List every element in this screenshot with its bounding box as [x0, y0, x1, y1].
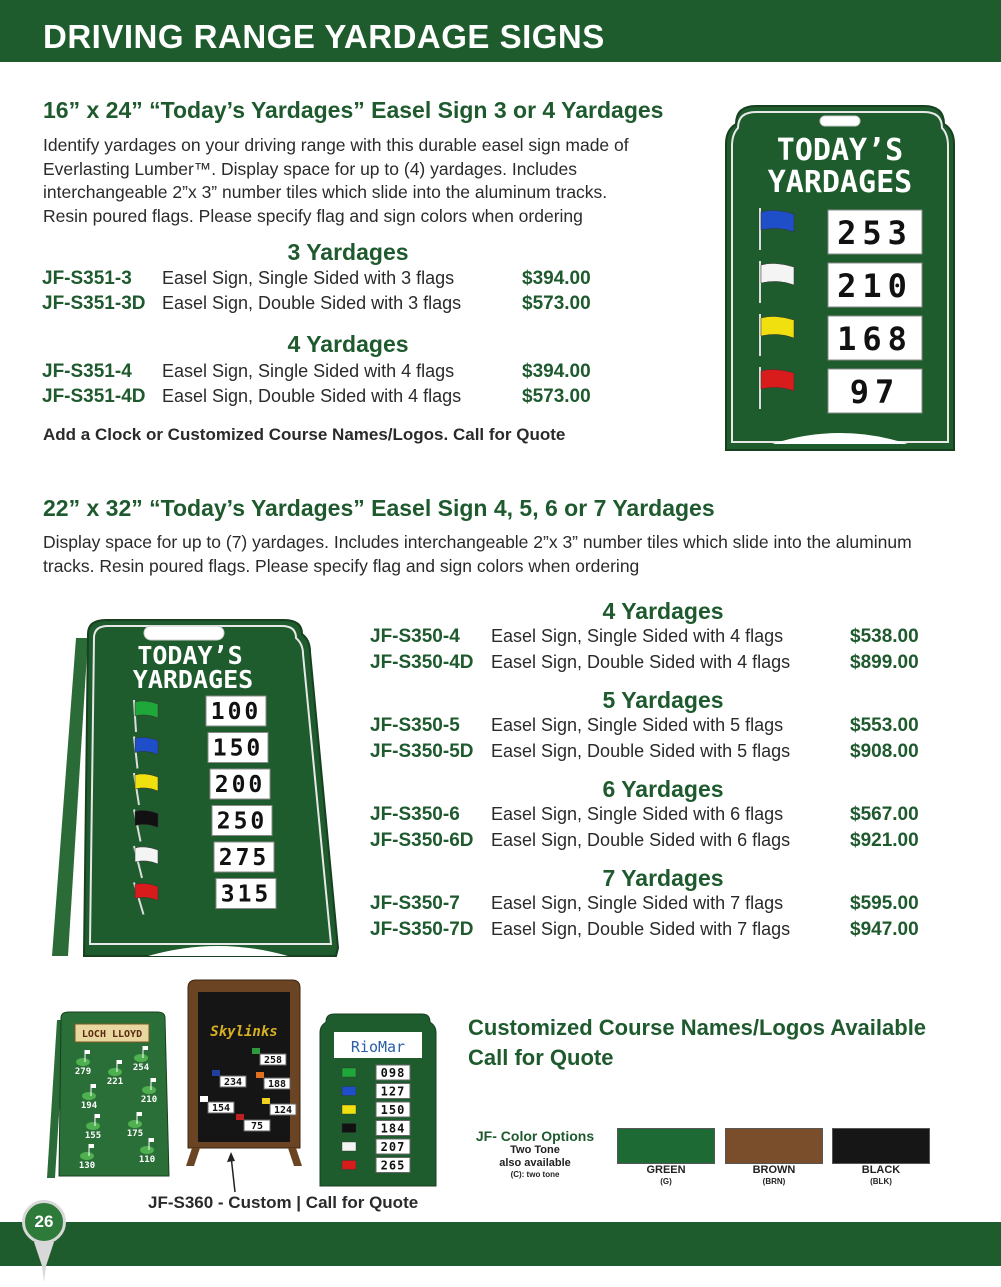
- yardage-value: 97: [849, 373, 901, 411]
- color-swatch-label: [725, 1165, 823, 1187]
- green-icon: [80, 1152, 94, 1160]
- product-description: Easel Sign, Single Sided with 3 flags: [162, 268, 455, 288]
- product-description: Easel Sign, Single Sided with 7 flags: [491, 893, 784, 913]
- green-icon: [134, 1054, 148, 1062]
- flag-icon: [200, 1096, 208, 1102]
- yardage-value: 127: [380, 1084, 406, 1099]
- green-icon: [142, 1086, 156, 1094]
- section2-group-title: 6 Yardages: [602, 776, 724, 802]
- swatch-code: (BRN): [762, 1177, 786, 1186]
- price: $595.00: [850, 893, 919, 914]
- yardage-value: 168: [837, 320, 913, 358]
- yardage-value: 200: [214, 772, 266, 798]
- product-description: Easel Sign, Double Sided with 4 flags: [162, 386, 462, 406]
- flag-icon: [342, 1161, 356, 1170]
- arrow-icon: [225, 1150, 245, 1194]
- sku: JF-S351-4: [42, 361, 132, 382]
- yardage-value: 188: [267, 1079, 287, 1090]
- price: $538.00: [850, 626, 919, 647]
- easel-sign-large-image: [48, 618, 340, 958]
- sku: JF-S350-5: [370, 715, 460, 736]
- yardage-value: 279: [74, 1067, 92, 1077]
- sku: JF-S350-6: [370, 804, 460, 825]
- yardage-value: 184: [380, 1121, 406, 1136]
- yardage-value: 254: [132, 1063, 150, 1073]
- yardage-value: 124: [273, 1105, 293, 1116]
- price: $947.00: [850, 919, 919, 940]
- yardage-value: 150: [212, 735, 264, 762]
- flag-icon: [143, 1046, 148, 1050]
- flag-icon: [342, 1142, 356, 1151]
- product-row: [370, 652, 930, 676]
- section1-group-title: 4 Yardages: [287, 331, 409, 357]
- sku: JF-S351-3: [42, 268, 132, 289]
- footer-bar: [0, 1222, 1001, 1266]
- sku: JF-S350-4D: [370, 652, 474, 673]
- yardage-value: 155: [84, 1131, 102, 1141]
- color-options-title: JF- Color Options: [475, 1128, 595, 1144]
- section1-group-title: 3 Yardages: [287, 239, 409, 265]
- color-options-label: [470, 1128, 600, 1179]
- yardage-value: 098: [380, 1066, 406, 1080]
- yardage-value: 194: [80, 1101, 98, 1111]
- yardage-value: 258: [263, 1055, 283, 1066]
- flag-icon: [262, 1098, 270, 1104]
- easel-sign-small-image: [722, 104, 958, 454]
- product-row: [370, 893, 930, 917]
- flag-icon: [342, 1087, 356, 1096]
- page-number: 26: [22, 1200, 66, 1244]
- section1-note: Add a Clock or Customized Course Names/Logos. Call for Quote: [43, 425, 566, 444]
- sign-title-line1: TODAY’S: [776, 133, 904, 168]
- flag-icon: [95, 1114, 100, 1118]
- color-swatch-brown: [725, 1128, 823, 1164]
- custom-heading-line2: Call for Quote: [468, 1045, 614, 1070]
- green-icon: [82, 1092, 96, 1100]
- yardage-value: 275: [218, 845, 270, 871]
- price: $553.00: [850, 715, 919, 736]
- product-description: Easel Sign, Single Sided with 4 flags: [491, 626, 784, 646]
- product-row: [42, 293, 632, 317]
- green-icon: [128, 1120, 142, 1128]
- green-icon: [76, 1058, 90, 1066]
- flag-icon: [151, 1078, 156, 1082]
- custom-sign-loch-lloyd-image: [45, 1010, 171, 1180]
- yardage-value: 210: [837, 267, 913, 305]
- color-swatch-label: [617, 1165, 715, 1187]
- flag-icon: [256, 1072, 264, 1078]
- flag-icon: [212, 1070, 220, 1076]
- color-swatch-green: [617, 1128, 715, 1164]
- yardage-value: 154: [211, 1103, 231, 1114]
- yardage-value: 221: [106, 1077, 124, 1087]
- custom-heading-line1: Customized Course Names/Logos Available: [468, 1015, 927, 1040]
- price: $394.00: [522, 361, 591, 382]
- sign-title-line1: TODAY’S: [137, 641, 243, 670]
- price: $567.00: [850, 804, 919, 825]
- sku: JF-S351-3D: [42, 293, 146, 314]
- yardage-value: 234: [223, 1077, 243, 1088]
- flag-icon: [236, 1114, 244, 1120]
- yardage-value: 175: [126, 1129, 144, 1139]
- yardage-value: 130: [78, 1161, 96, 1171]
- product-row: [370, 830, 930, 854]
- two-tone-code: (C): two tone: [510, 1170, 560, 1179]
- section1-heading: 16” x 24” “Today’s Yardages” Easel Sign 3 or 4 Yardages: [43, 97, 664, 123]
- price: $573.00: [522, 386, 591, 407]
- yardage-value: 207: [380, 1140, 406, 1154]
- sku: JF-S350-7D: [370, 919, 474, 940]
- product-description: Easel Sign, Single Sided with 5 flags: [491, 715, 784, 735]
- swatch-code: (G): [660, 1177, 672, 1186]
- section1-description: Identify yardages on your driving range with this durable easel sign made of Everlasting Lumber™. Display space for up to (4) yardages. Includes interchangeable 2”x 3” number tiles which slide into the aluminum tracks. Resin poured flags. Please specify flag and sign colors when ordering: [43, 135, 629, 226]
- flag-icon: [137, 1112, 142, 1116]
- custom-logo: Skylinks: [210, 1024, 278, 1040]
- product-row: [370, 919, 930, 943]
- flag-icon: [342, 1068, 356, 1077]
- product-description: Easel Sign, Double Sided with 7 flags: [491, 919, 791, 939]
- product-description: Easel Sign, Double Sided with 6 flags: [491, 830, 791, 850]
- swatch-name: BLACK: [861, 1164, 901, 1176]
- yardage-value: 265: [380, 1158, 406, 1173]
- custom-heading: [468, 1013, 926, 1073]
- flag-icon: [342, 1105, 356, 1114]
- yardage-value: 210: [140, 1095, 158, 1105]
- yardage-value: 250: [216, 808, 268, 835]
- yardage-value: 150: [380, 1103, 406, 1117]
- flag-icon: [91, 1084, 96, 1088]
- sku: JF-S351-4D: [42, 386, 146, 407]
- product-row: [42, 268, 632, 292]
- section2-description: Display space for up to (7) yardages. Includes interchangeable 2”x 3” number tiles which slide into the aluminum tracks. Resin poured flags. Please specify flag and sign colors when ordering: [43, 532, 912, 576]
- green-icon: [140, 1146, 154, 1154]
- swatch-name: BROWN: [752, 1164, 796, 1176]
- product-description: Easel Sign, Single Sided with 4 flags: [162, 361, 455, 381]
- flag-icon: [252, 1048, 260, 1054]
- yardage-value: 253: [837, 214, 913, 252]
- flag-icon: [89, 1144, 94, 1148]
- sign-title-line2: YARDAGES: [767, 165, 913, 200]
- sku: JF-S350-4: [370, 626, 460, 647]
- price: $921.00: [850, 830, 919, 851]
- product-row: [370, 804, 930, 828]
- sign-title-line2: YARDAGES: [132, 665, 254, 694]
- product-description: Easel Sign, Double Sided with 4 flags: [491, 652, 791, 672]
- product-description: Easel Sign, Double Sided with 5 flags: [491, 741, 791, 761]
- sku: JF-S350-6D: [370, 830, 474, 851]
- yardage-value: 100: [210, 699, 262, 725]
- green-icon: [108, 1068, 122, 1076]
- swatch-name: GREEN: [646, 1164, 686, 1176]
- section2-group-title: 7 Yardages: [602, 865, 724, 891]
- flag-icon: [117, 1060, 122, 1064]
- header-banner: [0, 0, 1001, 62]
- product-description: Easel Sign, Single Sided with 6 flags: [491, 804, 784, 824]
- green-icon: [86, 1122, 100, 1130]
- flag-icon: [342, 1124, 356, 1133]
- product-row: [370, 626, 930, 650]
- swatch-code: (BLK): [870, 1177, 892, 1186]
- product-row: [42, 386, 632, 410]
- also-available-label: also available: [499, 1157, 571, 1169]
- yardage-value: 75: [250, 1121, 264, 1132]
- custom-logo: LOCH LLOYD: [81, 1029, 143, 1040]
- price: $908.00: [850, 741, 919, 762]
- custom-sign-skylinks-image: [184, 978, 304, 1168]
- yardage-value: 110: [138, 1155, 156, 1165]
- section2-group-title: 4 Yardages: [602, 598, 724, 624]
- custom-logo: RioMar: [350, 1038, 406, 1056]
- price: $394.00: [522, 268, 591, 289]
- color-swatch-label: [832, 1165, 930, 1187]
- section2-group-title: 5 Yardages: [602, 687, 724, 713]
- product-row: [370, 741, 930, 765]
- custom-caption: JF-S360 - Custom | Call for Quote: [148, 1193, 419, 1212]
- two-tone-label: Two Tone: [510, 1144, 560, 1156]
- product-row: [42, 361, 632, 385]
- product-row: [370, 715, 930, 739]
- sku: JF-S350-7: [370, 893, 460, 914]
- price: $899.00: [850, 652, 919, 673]
- section2-heading: 22” x 32” “Today’s Yardages” Easel Sign 4, 5, 6 or 7 Yardages: [43, 495, 715, 521]
- page-title: DRIVING RANGE YARDAGE SIGNS: [43, 18, 605, 55]
- flag-icon: [149, 1138, 154, 1142]
- sku: JF-S350-5D: [370, 741, 474, 762]
- yardage-value: 315: [220, 881, 272, 908]
- color-swatch-black: [832, 1128, 930, 1164]
- product-description: Easel Sign, Double Sided with 3 flags: [162, 293, 462, 313]
- custom-sign-riomar-image: [316, 1012, 440, 1188]
- flag-icon: [85, 1050, 90, 1054]
- price: $573.00: [522, 293, 591, 314]
